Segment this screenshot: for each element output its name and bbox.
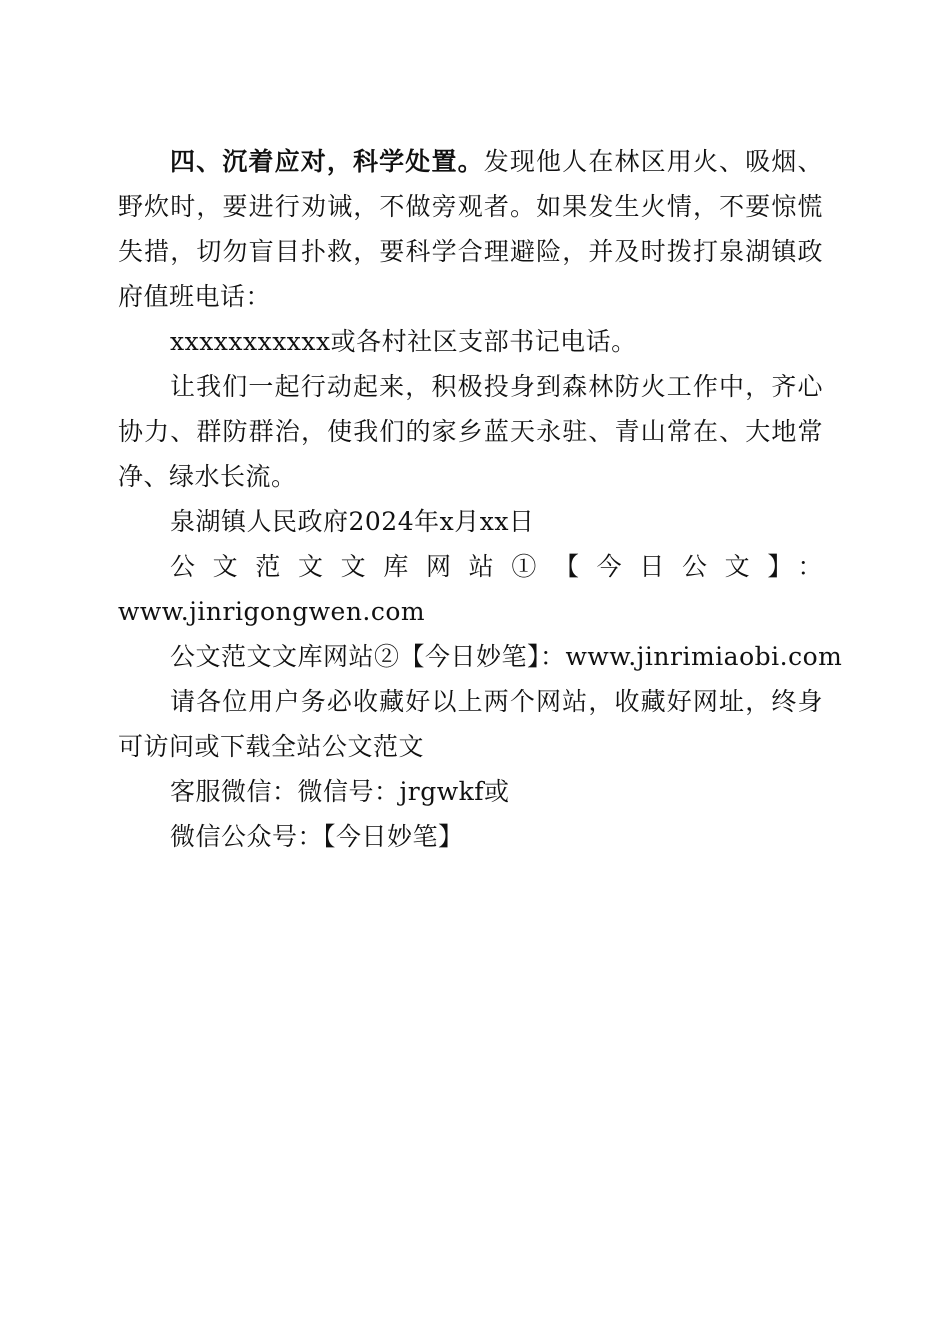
section-4-body: 发现他人在林区用火、吸烟、野炊时，要进行劝诫，不做旁观者。如果发生火情，不要惊慌失措，切勿盲目扑救，要科学合理避险，并及时拨打泉湖镇政府值班电话： (118, 147, 823, 311)
wechat-service-line: 客服微信：微信号：jrgwkf或 (170, 777, 510, 806)
site2-line: 公文范文文库网站②【今日妙笔】：www.jinrimiaobi.com (170, 642, 843, 671)
site1-url: www.jinrigongwen.com (118, 597, 426, 626)
notice-paragraph: 请各位用户务必收藏好以上两个网站，收藏好网址，终身可访问或下载全站公文范文 (118, 687, 823, 761)
phone-line: xxxxxxxxxxx或各村社区支部书记电话。 (170, 327, 637, 356)
section-4-heading: 四、沉着应对，科学处置。 (170, 147, 484, 176)
signature-line: 泉湖镇人民政府2024年x月xx日 (170, 507, 535, 536)
wechat-account-line: 微信公众号：【今日妙笔】 (170, 822, 464, 851)
call-to-action-paragraph: 让我们一起行动起来，积极投身到森林防火工作中，齐心协力、群防群治，使我们的家乡蓝天永驻、青山常在、大地常净、绿水长流。 (118, 372, 823, 491)
section-4-paragraph (118, 139, 823, 319)
document-page (118, 139, 843, 859)
site1-label: 公文范文文库网站①【今日公文】： (170, 552, 823, 581)
